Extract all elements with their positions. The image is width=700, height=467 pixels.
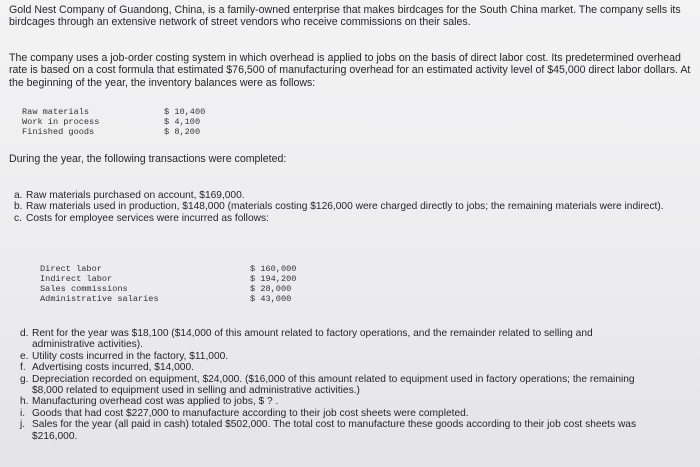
cost-value: $ 43,000 — [250, 294, 292, 304]
inventory-label: Raw materials — [22, 107, 90, 117]
item-letter: e. — [20, 350, 29, 362]
cost-label: Indirect labor — [40, 274, 113, 284]
list-item — [20, 362, 650, 373]
list-item — [14, 213, 664, 224]
cost-row — [40, 284, 296, 294]
cost-row — [40, 264, 296, 274]
list-item — [20, 419, 650, 442]
transactions-intro: During the year, the following transactions were completed: — [9, 153, 287, 165]
inventory-row — [22, 127, 205, 137]
item-text: Raw materials used in production, $148,000 (materials costing $126,000 were charged directly to jobs; the remaining materials were indirect). — [26, 201, 664, 213]
cost-value: $ 194,200 — [250, 274, 297, 284]
item-text: Raw materials purchased on account, $169,000. — [26, 190, 245, 201]
inventory-label: Work in process — [22, 117, 100, 127]
transactions-list-abc — [14, 190, 664, 224]
item-letter: j. — [20, 419, 26, 431]
inventory-value: $ 8,200 — [164, 127, 201, 137]
item-text: Sales for the year (all paid in cash) totaled $502,000. The total cost to manufacture these goods according to their job cost sheets was $216,000. — [32, 419, 637, 442]
intro-paragraph: Gold Nest Company of Guandong, China, is a family-owned enterprise that makes birdcages for the South China market. The company sells its birdcages through an extensive network of street vendors who receive commissions on their sales. — [9, 4, 681, 29]
cost-row — [40, 294, 296, 304]
transactions-list-rest — [20, 328, 650, 442]
list-item — [14, 190, 664, 201]
list-item — [20, 351, 650, 362]
list-item — [20, 374, 650, 397]
item-letter: f. — [20, 362, 26, 374]
item-letter: a. — [14, 190, 23, 201]
item-letter: g. — [20, 373, 29, 385]
cost-label: Sales commissions — [40, 284, 128, 294]
list-item — [20, 408, 650, 419]
cost-label: Administrative salaries — [40, 294, 159, 304]
inventory-value: $ 4,100 — [164, 117, 201, 127]
inventory-value: $ 10,400 — [164, 107, 206, 117]
cost-row — [40, 274, 296, 284]
cost-value: $ 160,000 — [250, 264, 297, 274]
item-text: Advertising costs incurred, $14,000. — [32, 362, 194, 374]
list-item — [20, 396, 650, 407]
item-letter: i. — [20, 407, 26, 419]
cost-label: Direct labor — [40, 264, 102, 274]
item-text: Manufacturing overhead cost was applied to jobs, $ ? . — [32, 396, 279, 408]
item-letter: d. — [20, 328, 29, 339]
item-letter: h. — [20, 396, 29, 408]
costing-paragraph: The company uses a job-order costing system in which overhead is applied to jobs on the basis of direct labor cost. Its predetermined overhead rate is based on a cost formula that estimated $76,500 of manufacturing overhead for an estimated activity level of $45,000 direct labor dollars. At the beginning of the year, the inventory balances were as follows: — [9, 52, 691, 89]
inventory-row — [22, 117, 205, 127]
item-letter: c. — [14, 212, 22, 224]
cost-value: $ 28,000 — [250, 284, 292, 294]
inventory-label: Finished goods — [22, 127, 95, 137]
item-text: Costs for employee services were incurred as follows: — [26, 212, 269, 224]
employee-costs-table — [40, 264, 296, 304]
item-text: Rent for the year was $18,100 ($14,000 of this amount related to factory operations, and the remainder related to selling and administrative activities). — [32, 328, 593, 351]
item-text: Utility costs incurred in the factory, $11,000. — [32, 350, 229, 362]
item-text: Depreciation recorded on equipment, $24,000. ($16,000 of this amount related to equipment used in factory operations; the remaining $8,000 related to equipment used in selling and administrative activities.) — [32, 373, 635, 397]
list-item — [14, 201, 664, 212]
list-item — [20, 328, 650, 351]
inventory-balances — [22, 107, 205, 137]
item-text: Goods that had cost $227,000 to manufacture according to their job cost sheets were completed. — [32, 407, 469, 419]
item-letter: b. — [14, 201, 23, 213]
inventory-row — [22, 107, 205, 117]
